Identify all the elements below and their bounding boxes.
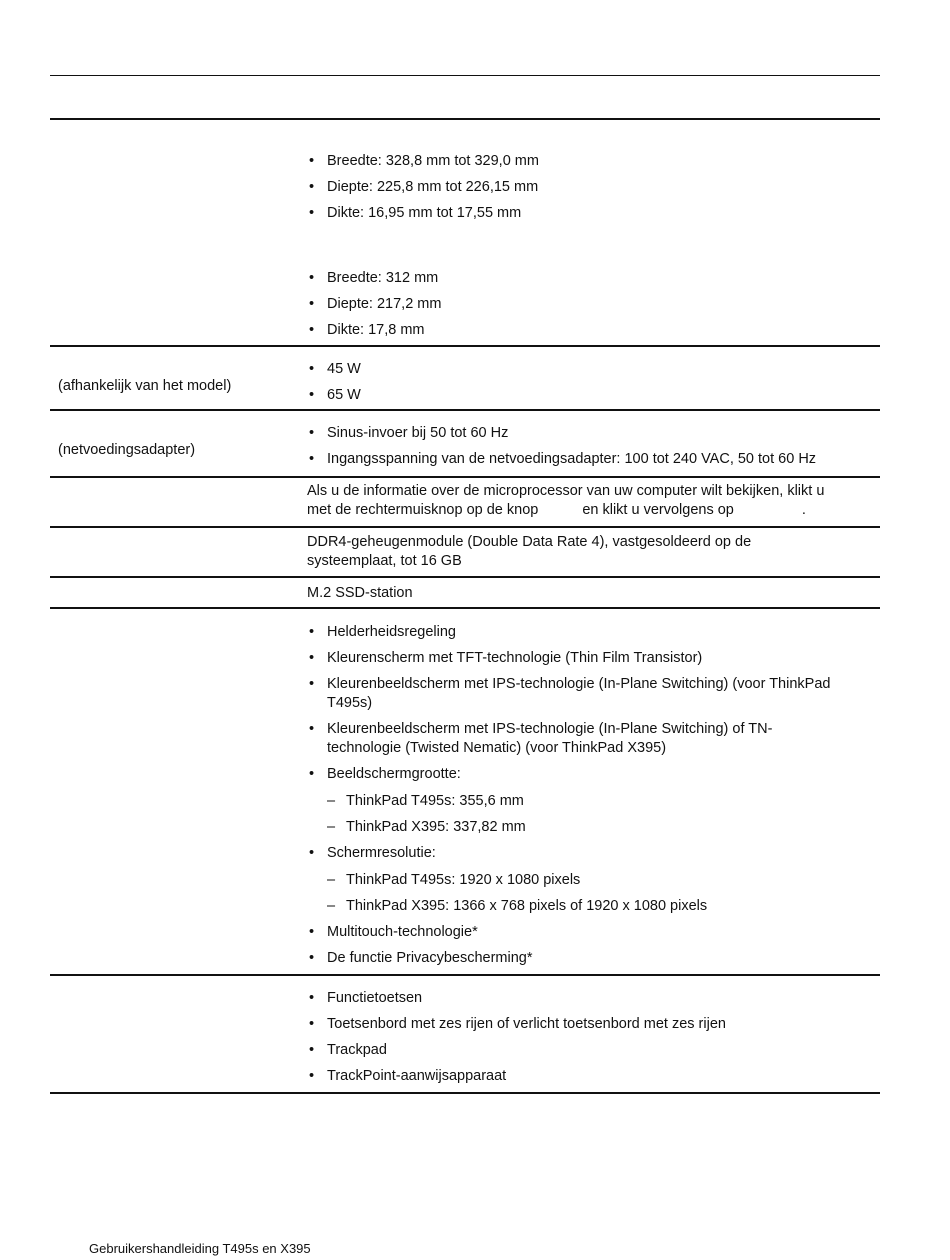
list-item-resolution xyxy=(307,844,872,916)
list-item: • 65 W xyxy=(307,386,872,405)
list-item: • Breedte: 328,8 mm tot 329,0 mm xyxy=(307,152,872,171)
list-item-label: Beeldschermgrootte: xyxy=(327,766,461,782)
processor-line-2b: en klikt u vervolgens op xyxy=(582,502,734,518)
list-item: • Dikte: 17,8 mm xyxy=(307,321,872,340)
row-rule-input xyxy=(50,476,880,478)
memory-text: DDR4-geheugenmodule (Double Data Rate 4), vastgesoldeerd op de systeemplaat, tot 16 GB xyxy=(307,534,752,569)
list-item: • Functietoetsen xyxy=(307,989,872,1008)
list-item: • TrackPoint-aanwijsapparaat xyxy=(307,1067,872,1086)
list-item: • Trackpad xyxy=(307,1041,872,1060)
list-item-screen-size xyxy=(307,765,872,837)
sub-list-item: – ThinkPad T495s: 1920 x 1080 pixels xyxy=(327,871,872,890)
power-label: (afhankelijk van het model) xyxy=(58,378,232,394)
dimensions-group-2 xyxy=(307,269,872,347)
processor-line-2a: met de rechtermuisknop op de knop xyxy=(307,502,539,518)
list-item: • Multitouch-technologie* xyxy=(307,923,872,942)
processor-text xyxy=(307,482,872,520)
page-footer: Gebruikershandleiding T495s en X395 xyxy=(89,1241,311,1256)
sub-list-item: – ThinkPad T495s: 355,6 mm xyxy=(327,792,872,811)
list-item: • Toetsenbord met zes rijen of verlicht toetsenbord met zes rijen xyxy=(307,1015,872,1034)
list-item: • Ingangsspanning van de netvoedingsadapter: 100 tot 240 VAC, 50 tot 60 Hz xyxy=(307,450,872,469)
list-item: • Diepte: 217,2 mm xyxy=(307,295,872,314)
list-item: • Kleurenbeeldscherm met IPS-technologie (In-Plane Switching) of TN-technologie (Twisted Nematic) (voor ThinkPad X395) xyxy=(307,720,872,758)
row-rule-processor xyxy=(50,526,880,528)
row-rule-memory xyxy=(50,576,880,578)
list-item: • Breedte: 312 mm xyxy=(307,269,872,288)
storage-text: M.2 SSD-station xyxy=(307,585,413,601)
dimensions-group-1 xyxy=(307,152,872,230)
sub-list-item: – ThinkPad X395: 337,82 mm xyxy=(327,818,872,837)
list-item: • Sinus-invoer bij 50 tot 60 Hz xyxy=(307,424,872,443)
processor-line-2c: . xyxy=(801,502,806,518)
power-list xyxy=(307,360,872,412)
input-label: (netvoedingsadapter) xyxy=(58,442,196,458)
list-item: • 45 W xyxy=(307,360,872,379)
list-item: • Kleurenscherm met TFT-technologie (Thin Film Transistor) xyxy=(307,649,872,668)
list-item: • Kleurenbeeldscherm met IPS-technologie (In-Plane Switching) (voor ThinkPad T495s) xyxy=(307,675,872,713)
row-rule-storage xyxy=(50,607,880,609)
list-item: • Helderheidsregeling xyxy=(307,623,872,642)
list-item: • Diepte: 225,8 mm tot 226,15 mm xyxy=(307,178,872,197)
top-rule xyxy=(50,75,880,76)
sub-list-item: – ThinkPad X395: 1366 x 768 pixels of 1920 x 1080 pixels xyxy=(327,897,872,916)
display-list xyxy=(307,623,872,975)
list-item: • De functie Privacybescherming* xyxy=(307,949,872,968)
input-list xyxy=(307,424,872,476)
processor-line-1: Als u de informatie over de microprocessor van uw computer wilt bekijken, klikt u xyxy=(307,483,825,499)
list-item-label: Schermresolutie: xyxy=(327,845,436,861)
list-item: • Dikte: 16,95 mm tot 17,55 mm xyxy=(307,204,872,223)
processor-line-2 xyxy=(307,501,872,520)
header-rule xyxy=(50,118,880,120)
keyboard-list xyxy=(307,989,872,1093)
